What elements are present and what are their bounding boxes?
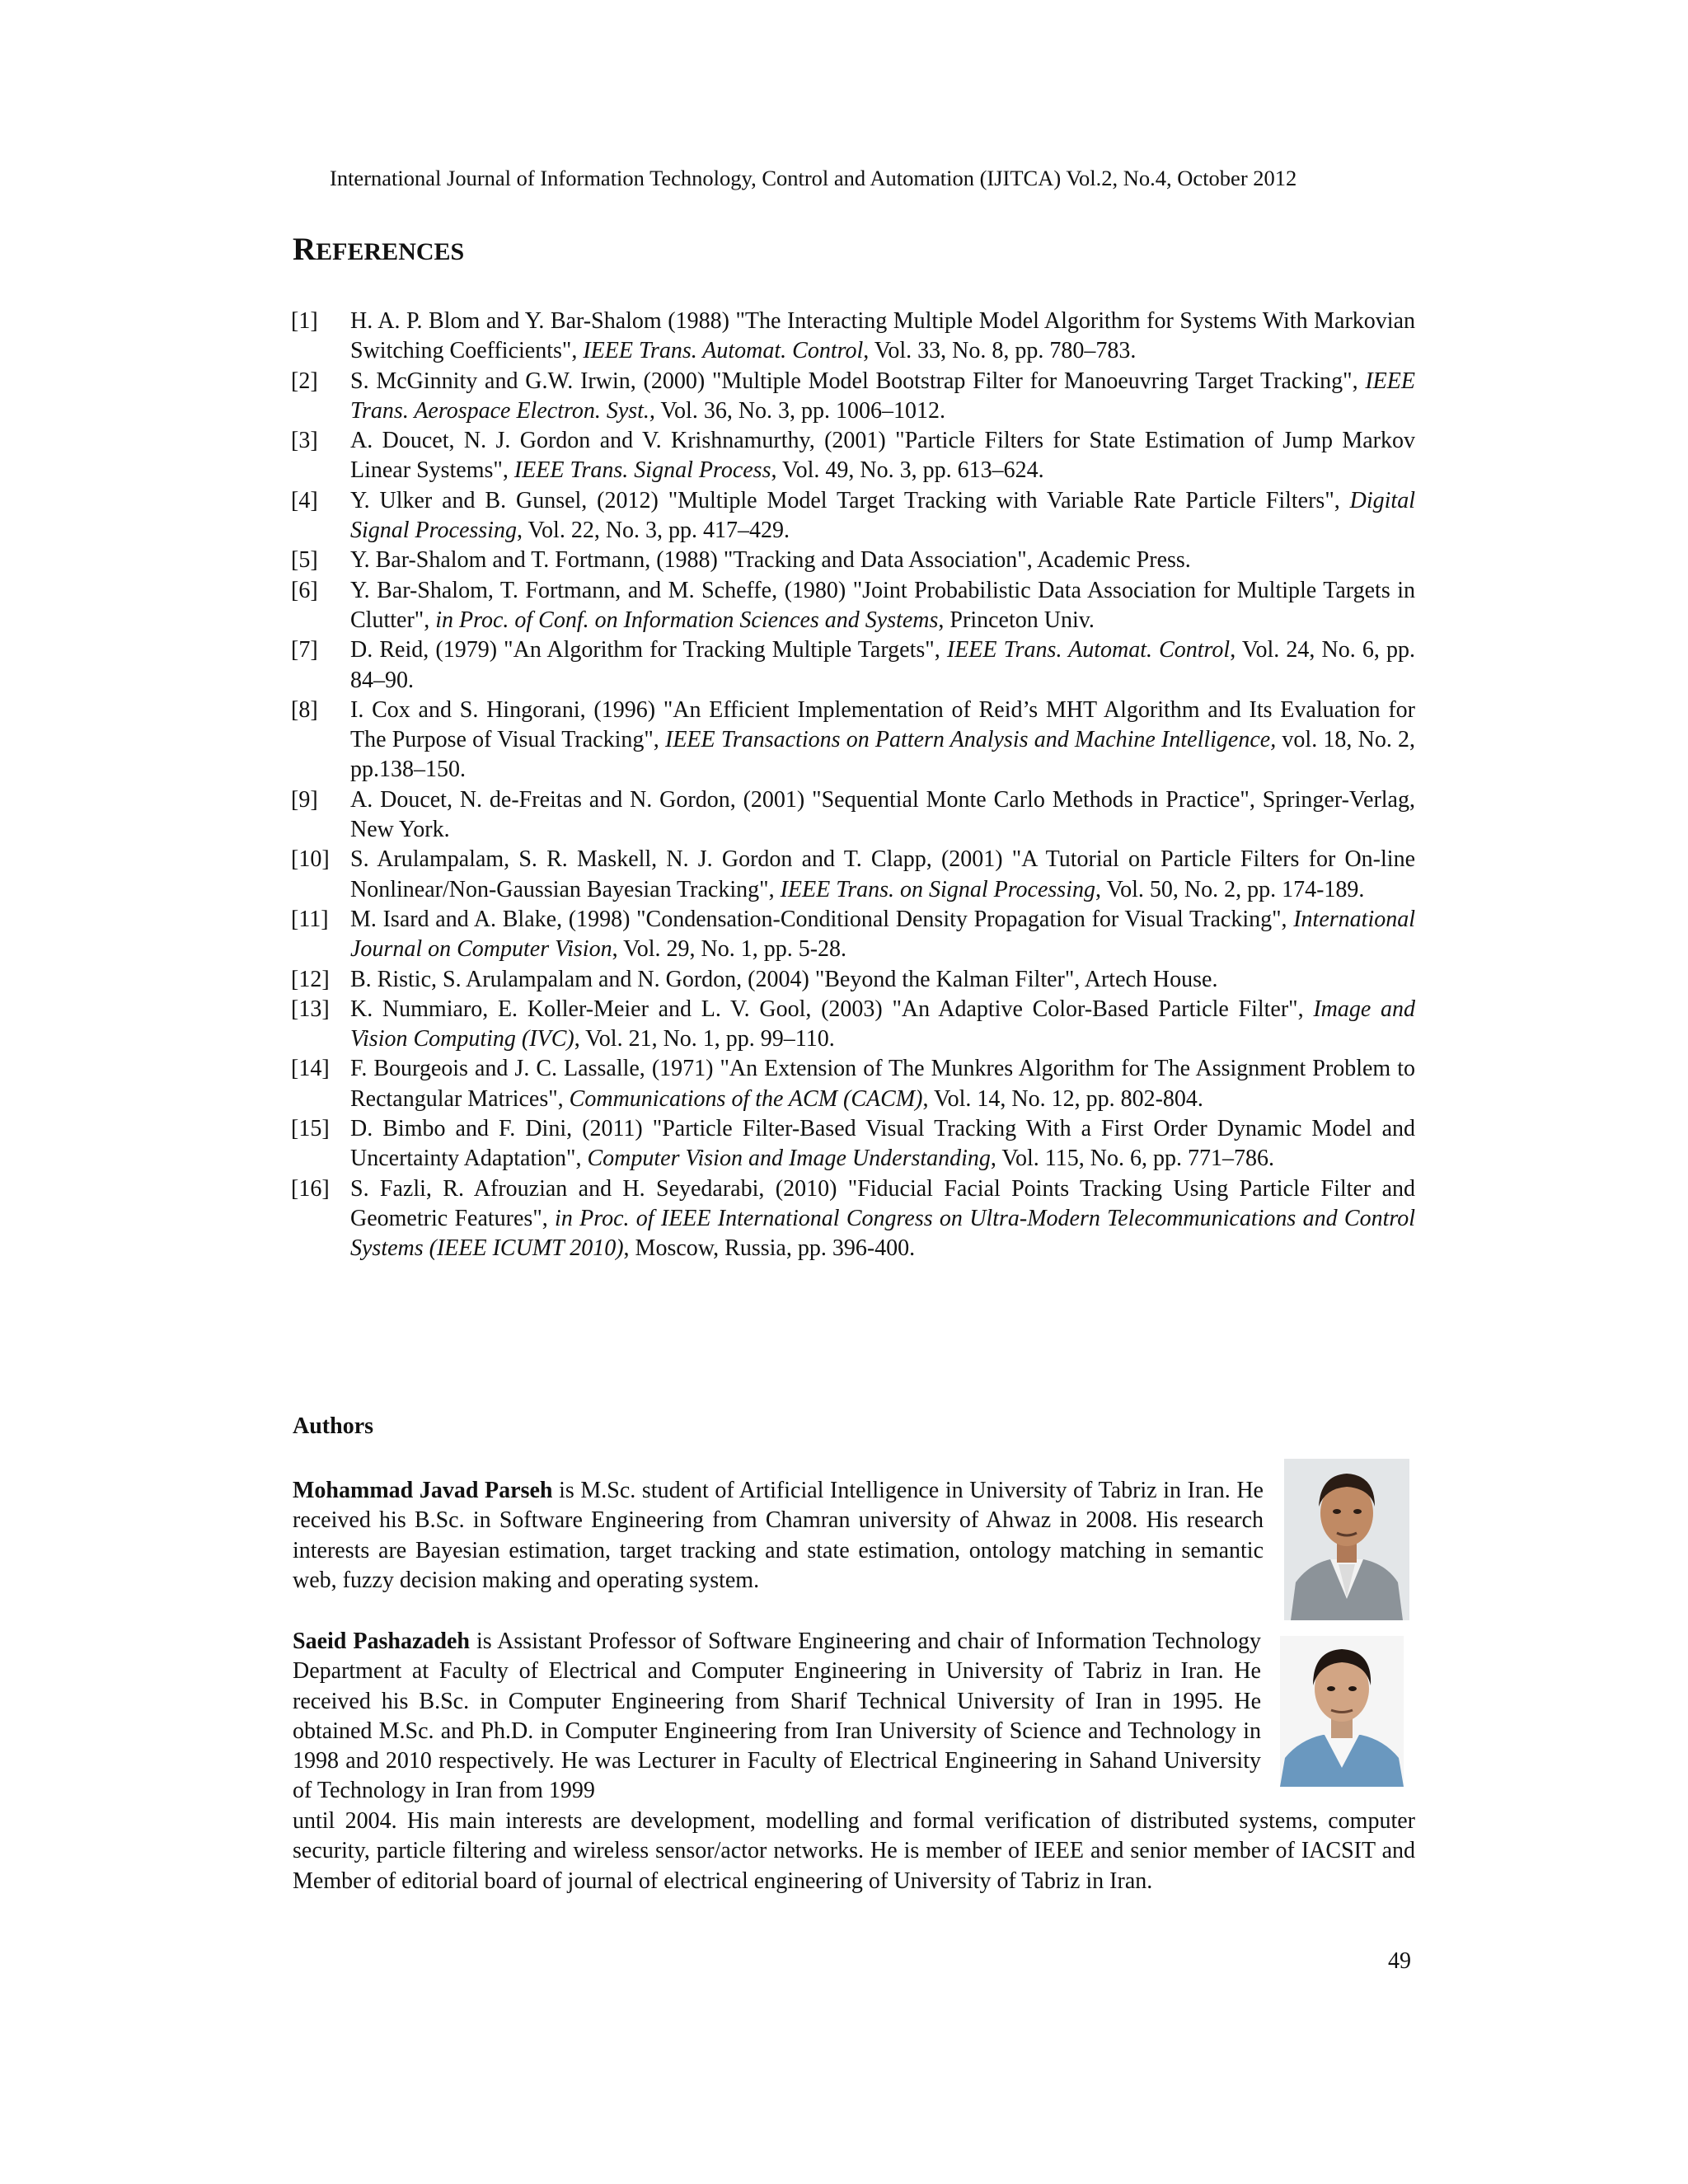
journal-header: International Journal of Information Technology, Control and Automation (IJITCA) Vol.2, No.4, October 2012 bbox=[330, 166, 1297, 190]
reference-text bbox=[350, 905, 1415, 965]
authors-heading: Authors bbox=[293, 1413, 374, 1439]
reference-venue: Digital Signal Processing bbox=[350, 487, 1415, 544]
reference-venue: Computer Vision and Image Understanding bbox=[587, 1146, 991, 1172]
reference-number: [13] bbox=[291, 996, 330, 1022]
reference-details: , Vol. 14, No. 12, pp. 802-804. bbox=[922, 1085, 1203, 1112]
reference-number: [15] bbox=[291, 1116, 330, 1142]
reference-number: [11] bbox=[291, 906, 329, 932]
reference-authors-title: I. Cox and S. Hingorani, (1996) "An Efficient Implementation of Reid’s MHT Algorithm and Its Evaluation for The Purpose of Visual Tracking", bbox=[350, 696, 1415, 753]
references-heading-rest: EFERENCES bbox=[316, 238, 465, 265]
reference-venue: in Proc. of IEEE International Congress on Ultra-Modern Telecommunications and Control Systems (IEEE ICUMT 2010) bbox=[350, 1205, 1415, 1262]
reference-authors-title: H. A. P. Blom and Y. Bar-Shalom (1988) "The Interacting Multiple Model Algorithm for Systems With Markovian Switching Coefficients", bbox=[350, 308, 1415, 364]
reference-authors-title: K. Nummiaro, E. Koller-Meier and L. V. Gool, (2003) "An Adaptive Color-Based Particle Filter", bbox=[350, 996, 1314, 1022]
reference-authors-title: A. Doucet, N. J. Gordon and V. Krishnamurthy, (2001) "Particle Filters for State Estimation of Jump Markov Linear Systems", bbox=[350, 428, 1415, 484]
reference-number: [16] bbox=[291, 1175, 330, 1202]
portrait-photo bbox=[1280, 1636, 1404, 1787]
reference-details: , Princeton Univ. bbox=[938, 607, 1095, 633]
reference-details: , Vol. 24, No. 6, pp. 84–90. bbox=[350, 637, 1415, 693]
reference-text bbox=[350, 845, 1415, 905]
references-heading-initial: R bbox=[293, 232, 316, 267]
reference-text bbox=[350, 696, 1415, 785]
reference-item bbox=[291, 1054, 1415, 1114]
reference-venue: Communications of the ACM (CACM) bbox=[569, 1085, 923, 1112]
reference-number: [9] bbox=[291, 786, 318, 813]
reference-number: [6] bbox=[291, 577, 318, 603]
reference-number: [2] bbox=[291, 368, 318, 394]
reference-item bbox=[291, 1174, 1415, 1264]
reference-text bbox=[350, 635, 1415, 696]
page-number: 49 bbox=[1388, 1948, 1411, 1974]
reference-text bbox=[350, 1054, 1415, 1114]
author-bio-pashazadeh bbox=[293, 1627, 1261, 1807]
reference-item bbox=[291, 307, 1415, 367]
reference-venue: International Journal on Computer Vision bbox=[350, 906, 1415, 963]
reference-details: , Vol. 115, No. 6, pp. 771–786. bbox=[990, 1146, 1274, 1172]
reference-text bbox=[350, 785, 1415, 846]
author-name: Saeid Pashazadeh bbox=[293, 1629, 470, 1654]
reference-item bbox=[291, 546, 1415, 575]
author-photo-pashazadeh bbox=[1280, 1636, 1404, 1787]
reference-details: , Moscow, Russia, pp. 396-400. bbox=[623, 1235, 916, 1262]
reference-text bbox=[350, 486, 1415, 546]
reference-item bbox=[291, 965, 1415, 995]
reference-details: vol. 18, No. 2, pp.138–150. bbox=[350, 727, 1416, 783]
reference-venue: Image and Vision Computing (IVC) bbox=[350, 996, 1415, 1052]
reference-venue: in Proc. of Conf. on Information Sciences and Systems bbox=[435, 607, 939, 633]
reference-authors-title: S. McGinnity and G.W. Irwin, (2000) "Multiple Model Bootstrap Filter for Manoeuvring Target Tracking", bbox=[350, 368, 1366, 394]
reference-authors-title: D. Reid, (1979) "An Algorithm for Tracking Multiple Targets", bbox=[350, 637, 947, 663]
author-photo-parseh bbox=[1284, 1459, 1409, 1620]
reference-item bbox=[291, 995, 1415, 1055]
reference-text bbox=[350, 426, 1415, 486]
reference-text bbox=[350, 1114, 1415, 1174]
reference-number: [5] bbox=[291, 547, 318, 574]
reference-item bbox=[291, 785, 1415, 846]
reference-text bbox=[350, 1174, 1415, 1264]
reference-number: [7] bbox=[291, 637, 318, 663]
reference-authors-title: A. Doucet, N. de-Freitas and N. Gordon, (2001) "Sequential Monte Carlo Methods in Practice", Springer-Verlag, New York. bbox=[350, 786, 1415, 843]
reference-text bbox=[350, 576, 1415, 636]
reference-authors-title: F. Bourgeois and J. C. Lassalle, (1971) "An Extension of The Munkres Algorithm for The Assignment Problem to Rectangular Matrices", bbox=[350, 1056, 1415, 1112]
reference-item bbox=[291, 635, 1415, 696]
reference-authors-title: B. Ristic, S. Arulampalam and N. Gordon, (2004) "Beyond the Kalman Filter", Artech House. bbox=[350, 966, 1218, 992]
reference-item bbox=[291, 367, 1415, 427]
portrait-photo bbox=[1284, 1459, 1409, 1620]
reference-authors-title: M. Isard and A. Blake, (1998) "Condensation-Conditional Density Propagation for Visual Tracking", bbox=[350, 906, 1294, 932]
reference-authors-title: Y. Bar-Shalom, T. Fortmann, and M. Scheffe, (1980) "Joint Probabilistic Data Association for Multiple Targets in Clutter", bbox=[350, 577, 1415, 633]
reference-authors-title: D. Bimbo and F. Dini, (2011) "Particle Filter-Based Visual Tracking With a First Order Dynamic Model and Uncertainty Adaptation", bbox=[350, 1116, 1415, 1172]
reference-details: , Vol. 49, No. 3, pp. 613–624. bbox=[771, 457, 1044, 484]
reference-item bbox=[291, 905, 1415, 965]
references-heading bbox=[293, 229, 464, 273]
reference-text bbox=[350, 307, 1415, 367]
reference-number: [8] bbox=[291, 696, 318, 723]
reference-text bbox=[350, 367, 1415, 427]
reference-venue: IEEE Trans. Signal Process bbox=[513, 457, 771, 484]
reference-number: [10] bbox=[291, 846, 330, 873]
reference-authors-title: S. Fazli, R. Afrouzian and H. Seyedarabi, (2010) "Fiducial Facial Points Tracking Using Particle Filter and Geometric Features", bbox=[350, 1175, 1415, 1231]
author-bio-pashazadeh-continued: until 2004. His main interests are development, modelling and formal verification of distributed systems, computer security, particle filtering and wireless sensor/actor networks. He is member of IEEE and senior member of IACSIT and Member of editorial board of journal of electrical engineering of University of Tabriz in Iran. bbox=[293, 1808, 1415, 1894]
reference-list bbox=[291, 307, 1415, 1264]
reference-number: [1] bbox=[291, 308, 318, 334]
reference-number: [4] bbox=[291, 487, 318, 513]
reference-text bbox=[350, 995, 1415, 1055]
reference-venue: IEEE Trans. on Signal Processing bbox=[780, 876, 1095, 902]
reference-item bbox=[291, 576, 1415, 636]
reference-authors-title: Y. Ulker and B. Gunsel, (2012) "Multiple Model Target Tracking with Variable Rate Particle Filters", bbox=[350, 487, 1350, 513]
reference-number: [14] bbox=[291, 1056, 330, 1082]
reference-number: [12] bbox=[291, 966, 330, 992]
reference-venue: IEEE Trans. Automat. Control bbox=[583, 338, 864, 364]
reference-details: , Vol. 22, No. 3, pp. 417–429. bbox=[516, 518, 790, 544]
reference-authors-title: S. Arulampalam, S. R. Maskell, N. J. Gordon and T. Clapp, (2001) "A Tutorial on Particle Filters for On-line Nonlinear/Non-Gaussian Bayesian Tracking", bbox=[350, 846, 1415, 902]
reference-text bbox=[350, 546, 1415, 575]
reference-item bbox=[291, 696, 1415, 785]
reference-number: [3] bbox=[291, 428, 318, 454]
reference-item bbox=[291, 1114, 1415, 1174]
reference-venue: IEEE Transactions on Pattern Analysis and Machine Intelligence, bbox=[665, 727, 1277, 753]
author-bio-text: is Assistant Professor of Software Engineering and chair of Information Technology Department at Faculty of Electrical and Computer Engineering in University of Tabriz in Iran. He received his B.Sc. in Computer Engineering from Sharif Technical University of Iran in 1995. He obtained M.Sc. and Ph.D. in Computer Engineering from Iran University of Science and Technology in 1998 and 2010 respectively. He was Lecturer in Faculty of Electrical Engineering in Sahand University of Technology in Iran from 1999 bbox=[293, 1629, 1261, 1804]
reference-details: , Vol. 50, No. 2, pp. 174-189. bbox=[1095, 876, 1365, 902]
reference-details: Vol. 36, No. 3, pp. 1006–1012. bbox=[654, 397, 946, 424]
reference-item bbox=[291, 426, 1415, 486]
reference-venue: IEEE Trans. Automat. Control bbox=[946, 637, 1231, 663]
reference-item bbox=[291, 845, 1415, 905]
author-bio-text: is M.Sc. student of Artificial Intelligence in University of Tabriz in Iran. He received his B.Sc. in Software Engineering from Chamran university of Ahwaz in 2008. His research interests are Bayesian estimation, target tracking and state estimation, ontology matching in semantic web, fuzzy decision making and operating system. bbox=[293, 1478, 1264, 1593]
reference-text bbox=[350, 965, 1415, 995]
reference-details: , Vol. 33, No. 8, pp. 780–783. bbox=[863, 338, 1137, 364]
reference-authors-title: Y. Bar-Shalom and T. Fortmann, (1988) "Tracking and Data Association", Academic Press. bbox=[350, 547, 1191, 574]
author-bio-parseh bbox=[293, 1476, 1264, 1596]
reference-venue: IEEE Trans. Aerospace Electron. Syst., bbox=[350, 368, 1415, 424]
author-name: Mohammad Javad Parseh bbox=[293, 1478, 553, 1503]
reference-details: , Vol. 29, No. 1, pp. 5-28. bbox=[612, 936, 847, 963]
reference-details: , Vol. 21, No. 1, pp. 99–110. bbox=[574, 1026, 835, 1052]
reference-item bbox=[291, 486, 1415, 546]
